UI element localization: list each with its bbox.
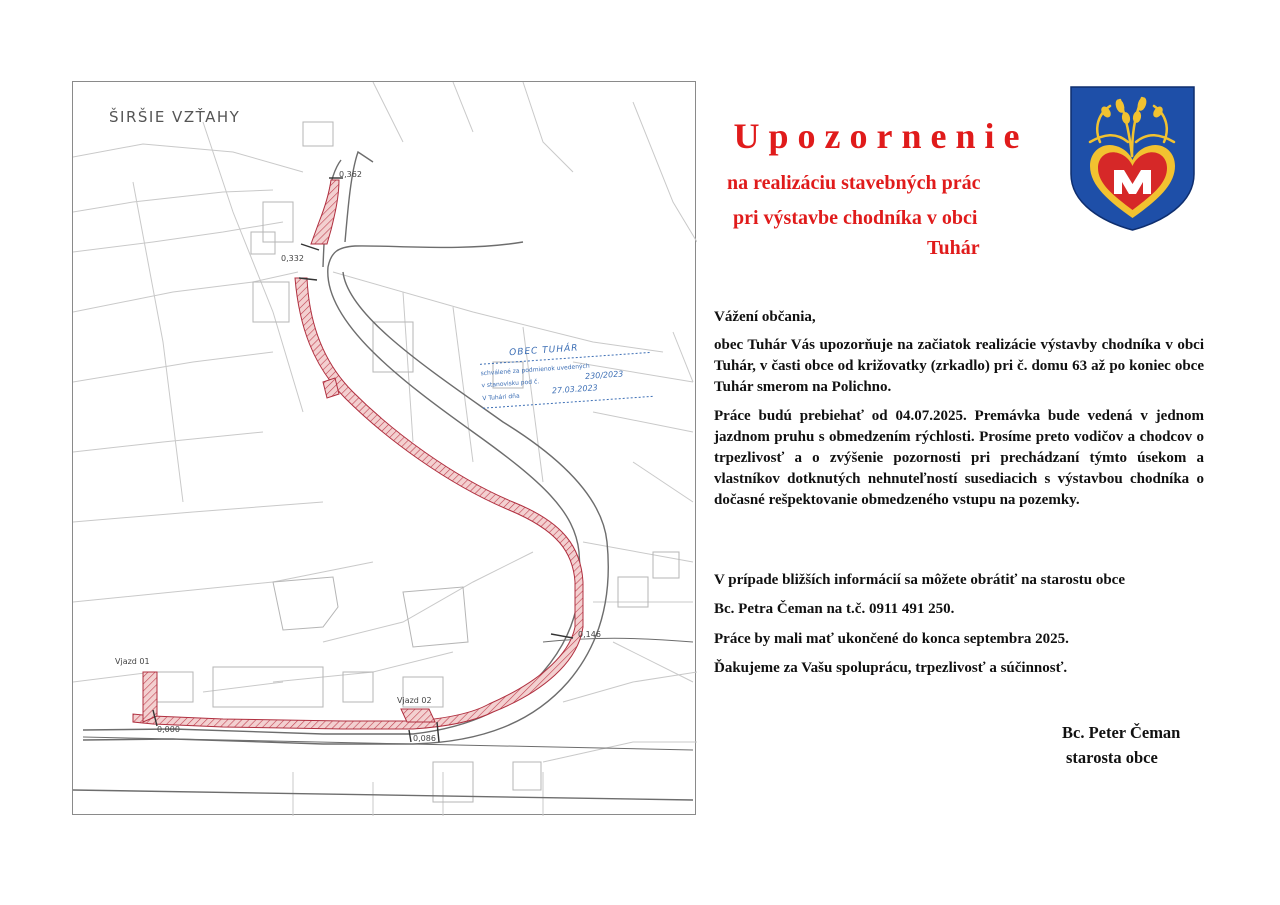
notice-subtitle: na realizáciu stavebných prác [727, 172, 981, 194]
stamp-handwritten: 27.03.2023 [551, 383, 599, 396]
stamp-text: V Tuhári dňa [482, 392, 520, 403]
municipality-coat-of-arms [1070, 86, 1195, 231]
stamp-text: v stanovisku pod č. [481, 378, 540, 390]
paragraph-text: Práce budú prebiehať od 04.07.2025. Premávka bude vedená v jednom jazdnom pruhu s obmedzením rýchlosti. Prosíme preto vodičov a chodcov o trpezlivosť a o zvýšenie pozornosti pri prechádzaní týmto úsekom a vlastníkov dotknutých nehnuteľností susediacich s výstavbou chodníka o dočasné rešpektovanie obmedzeného vstupu na pozemky. [714, 408, 1204, 508]
project-route [133, 180, 583, 729]
notice-subtitle: Tuhár [927, 237, 980, 259]
salutation-text: Vážení občania, [714, 309, 816, 325]
info-line: Ďakujeme za Vašu spoluprácu, trpezlivosť a súčinnosť. [714, 660, 1068, 676]
salutation [714, 307, 1204, 328]
approval-stamp [479, 338, 663, 414]
signature-role: starosta obce [1066, 748, 1158, 767]
notice-paragraph [714, 406, 1204, 511]
stamp-text: schválené za podmienok uvedených [480, 362, 590, 378]
site-plan-map [72, 81, 696, 815]
chainage-label: 0,146 [578, 630, 601, 639]
chainage-label: 0,086 [413, 734, 436, 743]
coat-of-arms-icon [1070, 86, 1195, 231]
signature-name: Bc. Peter Čeman [1062, 723, 1181, 742]
road-edges [73, 152, 693, 800]
map-title: ŠIRŠIE VZŤAHY [109, 108, 241, 126]
notice-paragraph [714, 335, 1204, 398]
access-label: Vjazd 01 [115, 657, 150, 666]
info-line: Práce by mali mať ukončené do konca septembra 2025. [714, 631, 1069, 647]
info-line-contact: Bc. Petra Čeman na t.č. 0911 491 250. [714, 601, 955, 617]
chainage-label: 0,362 [339, 170, 362, 179]
access-label: Vjazd 02 [397, 696, 432, 705]
info-line: V prípade bližších informácií sa môžete obrátiť na starostu obce [714, 572, 1125, 588]
chainage-label: 0,332 [281, 254, 304, 263]
stamp-title: OBEC TUHÁR [508, 343, 579, 359]
chainage-label: 0,000 [157, 725, 180, 734]
site-plan-drawing [73, 82, 697, 816]
stamp-handwritten: 230/2023 [584, 369, 624, 382]
notice-subtitle: pri výstavbe chodníka v obci [733, 207, 978, 229]
notice-title: Upozornenie [733, 116, 1029, 156]
paragraph-text: obec Tuhár Vás upozorňuje na začiatok realizácie výstavby chodníka v obci Tuhár, v časti obce od križovatky (zrkadlo) pri č. domu 63 až po koniec obce Tuhár smerom na Polichno. [714, 337, 1204, 395]
parcel-lines [73, 82, 697, 816]
